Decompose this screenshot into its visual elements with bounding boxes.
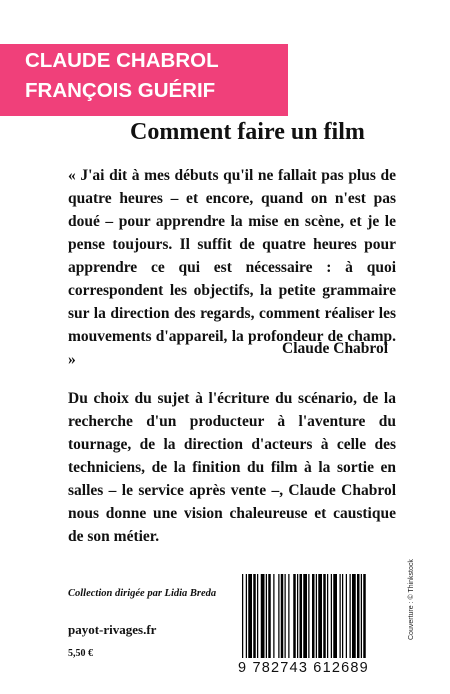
book-blurb: Du choix du sujet à l'écriture du scénario, de la recherche d'un producteur à l'aventure du tournage, de la direction d'acteurs à celle des techniciens, de la finition du film à la sortie en salles – le service après vente –, Claude Chabrol nous donne une vision chaleureuse et caustique de son métier. (68, 390, 396, 545)
quote-text: « J'ai dit à mes débuts qu'il ne fallait pas plus de quatre heures – et encore, quand on n'est pas doué – pour apprendre la mise en scène, et je le pense toujours. Il suffit de quatre heures pour apprendre ce qui est nécessaire : à quoi correspondent les objectifs, la petite grammaire sur la direction des regards, comment réaliser les mouvements d'appareil, la profondeur de champ. » (68, 167, 396, 368)
price-label: 5,50 € (68, 648, 93, 659)
book-title: Comment faire un film (130, 119, 365, 145)
publisher-website: payot-rivages.fr (68, 622, 157, 637)
barcode-icon (238, 574, 406, 660)
quote-attribution: Claude Chabrol (282, 340, 389, 357)
isbn-number: 9 782743 612689 (238, 660, 369, 676)
author-name: FRANÇOIS GUÉRIF (25, 79, 216, 102)
collection-note: Collection dirigée par Lidia Breda (68, 588, 217, 599)
author-name: CLAUDE CHABROL (25, 49, 219, 72)
cover-credit: Couverture : © Thinkstock (408, 559, 415, 640)
